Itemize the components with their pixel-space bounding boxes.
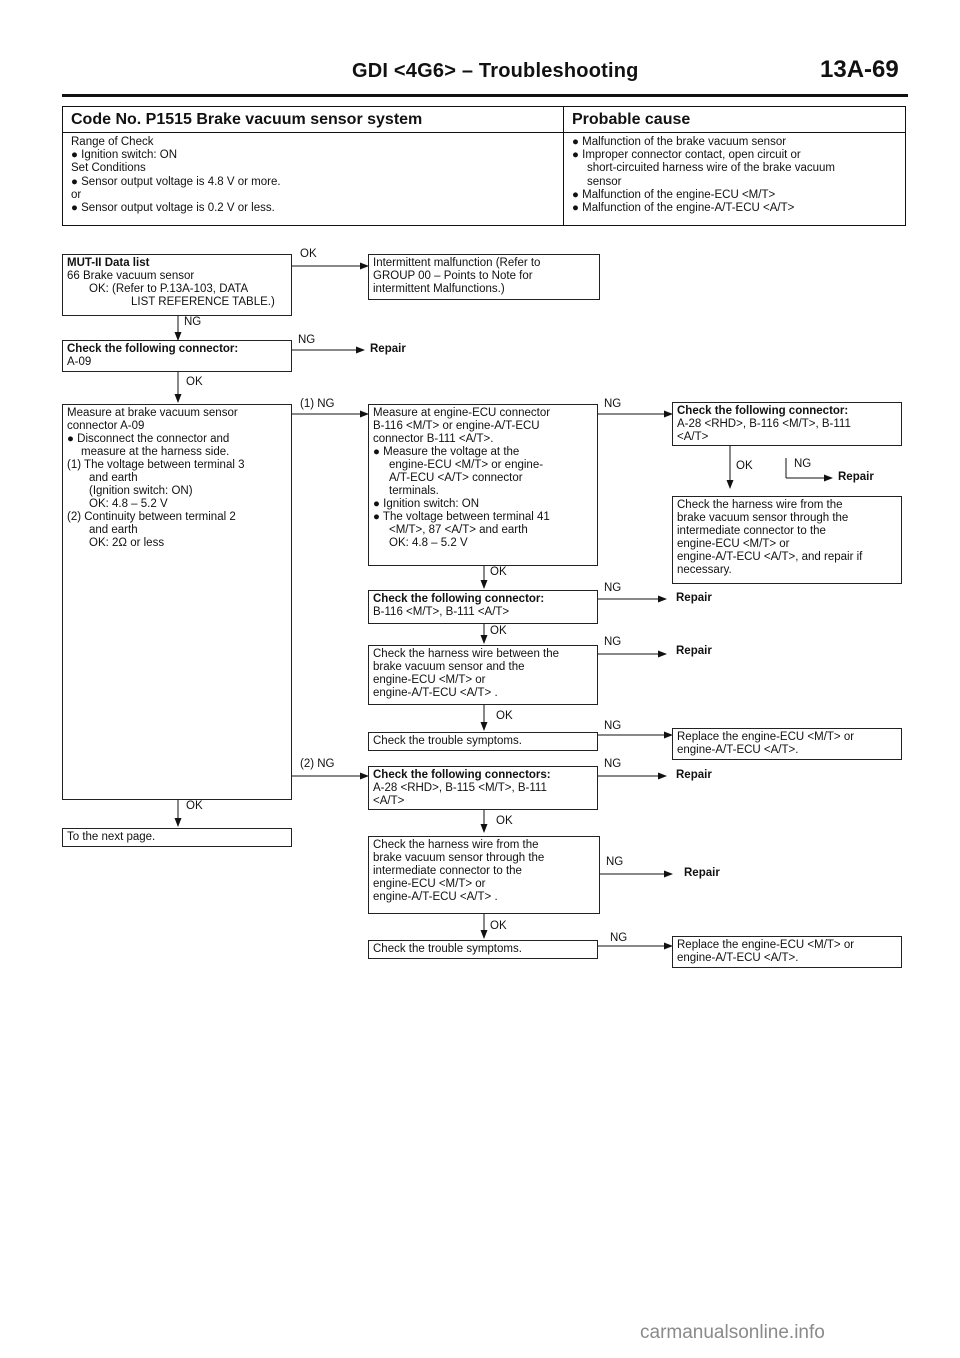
measure-sensor-box — [62, 404, 292, 800]
label-ng: NG — [606, 856, 624, 868]
cause-line: ● Malfunction of the engine-ECU <M/T> — [572, 188, 776, 201]
box-line: Check the following connector: — [677, 405, 849, 417]
box-line: Check the harness wire from the — [677, 499, 843, 511]
label-ng: NG — [604, 758, 622, 770]
box-line: Intermittent malfunction (Refer to — [373, 257, 541, 269]
box-line: <A/T> — [677, 431, 709, 443]
label-ok: OK — [490, 920, 507, 932]
cause-line: ● Improper connector contact, open circuit or — [572, 149, 801, 162]
box-line: Check the following connector: — [373, 593, 545, 605]
box-line: <A/T> — [373, 795, 405, 807]
box-line: engine-A/T-ECU <A/T> . — [373, 687, 498, 699]
box-line: LIST REFERENCE TABLE.) — [131, 296, 275, 308]
repair-b116: Repair — [676, 592, 712, 604]
condition-line: Range of Check — [71, 136, 154, 148]
box-line: To the next page. — [67, 831, 156, 843]
check-a28-box — [672, 402, 902, 446]
label-ok: OK — [186, 800, 203, 812]
repair-a28-2: Repair — [676, 769, 712, 781]
label-ng1: (1) NG — [300, 398, 335, 410]
label-ok: OK — [736, 460, 753, 472]
box-line: GROUP 00 – Points to Note for — [373, 270, 533, 282]
box-line: connector A-09 — [67, 420, 145, 432]
box-line: OK: 2Ω or less — [89, 537, 165, 549]
box-line: Check the trouble symptoms. — [373, 735, 522, 747]
box-line: Check the trouble symptoms. — [373, 943, 522, 955]
cause-line: short-circuited harness wire of the brake vacuum — [587, 162, 835, 175]
trouble-symptoms-box-1 — [368, 732, 598, 751]
label-ok: OK — [490, 625, 507, 637]
label-ng: NG — [184, 316, 202, 328]
box-line: and earth — [89, 524, 138, 536]
repair-a28: Repair — [838, 471, 874, 483]
page-header-title: GDI <4G6> – Troubleshooting — [352, 60, 639, 82]
label-ok: OK — [496, 710, 513, 722]
box-line: A/T-ECU <A/T> connector — [389, 472, 523, 484]
box-line: engine-A/T-ECU <A/T>. — [677, 744, 799, 756]
next-page-box — [62, 828, 292, 847]
box-line: brake vacuum sensor and the — [373, 661, 525, 673]
check-a09-box — [62, 340, 292, 372]
label-ng: NG — [298, 334, 316, 346]
box-line: OK: 4.8 – 5.2 V — [389, 537, 468, 549]
label-ng2: (2) NG — [300, 758, 335, 770]
label-ng: NG — [604, 398, 622, 410]
box-line: OK: (Refer to P.13A-103, DATA — [89, 283, 249, 295]
measure-ecu-box — [368, 404, 598, 566]
trouble-symptoms-box-2 — [368, 940, 598, 959]
box-line: engine-ECU <M/T> or — [373, 674, 486, 686]
label-ng: NG — [604, 582, 622, 594]
check-a28-b115-box — [368, 766, 598, 810]
box-line: intermittent Malfunctions.) — [373, 283, 505, 295]
box-line: (1) The voltage between terminal 3 — [67, 459, 245, 471]
box-line: 66 Brake vacuum sensor — [67, 270, 195, 282]
box-line: brake vacuum sensor through the — [373, 852, 545, 864]
condition-line: Set Conditions — [71, 162, 146, 175]
repair-intermediate-2: Repair — [684, 867, 720, 879]
repair-a09: Repair — [370, 343, 406, 355]
cause-title: Probable cause — [564, 107, 905, 133]
page-number: 13A-69 — [820, 56, 899, 83]
box-line: A-28 <RHD>, B-115 <M/T>, B-111 — [373, 782, 547, 794]
label-ok: OK — [186, 376, 203, 388]
box-line: engine-ECU <M/T> or — [373, 878, 486, 890]
box-line: engine-ECU <M/T> or — [677, 538, 790, 550]
label-ng: NG — [794, 458, 812, 470]
condition-line: ● Ignition switch: ON — [71, 149, 178, 162]
box-line: and earth — [89, 472, 138, 484]
box-line: Replace the engine-ECU <M/T> or — [677, 939, 855, 951]
box-line: engine-A/T-ECU <A/T>. — [677, 952, 799, 964]
box-line: intermediate connector to the — [373, 865, 522, 877]
box-line: ● Disconnect the connector and — [67, 433, 230, 445]
mut-data-list-box — [62, 254, 292, 316]
box-line: A-09 — [67, 356, 92, 368]
box-line: Replace the engine-ECU <M/T> or — [677, 731, 855, 743]
box-line: Check the following connectors: — [373, 769, 551, 781]
condition-line: ● Sensor output voltage is 4.8 V or more. — [71, 175, 281, 188]
label-ng: NG — [610, 932, 628, 944]
box-line: Check the following connector: — [67, 343, 239, 355]
label-ok: OK — [300, 248, 317, 260]
box-line: engine-A/T-ECU <A/T> . — [373, 891, 498, 903]
box-line: brake vacuum sensor through the — [677, 512, 849, 524]
label-ng: NG — [604, 720, 622, 732]
label-ok: OK — [490, 566, 507, 578]
box-line: ● The voltage between terminal 41 — [373, 511, 550, 523]
label-ok: OK — [496, 815, 513, 827]
box-line: measure at the harness side. — [81, 446, 230, 458]
box-line: engine-ECU <M/T> or engine- — [389, 459, 544, 471]
box-line: OK: 4.8 – 5.2 V — [89, 498, 168, 510]
box-line: (2) Continuity between terminal 2 — [67, 511, 236, 523]
box-line: intermediate connector to the — [677, 525, 826, 537]
harness-intermediate-box — [672, 496, 902, 584]
box-line: Measure at engine-ECU connector — [373, 407, 551, 419]
box-line: Check the harness wire between the — [373, 648, 560, 660]
replace-ecu-box-2 — [672, 936, 902, 968]
harness-direct-box — [368, 645, 598, 705]
box-line: Measure at brake vacuum sensor — [67, 407, 238, 419]
box-line: Check the harness wire from the — [373, 839, 539, 851]
box-line: A-28 <RHD>, B-116 <M/T>, B-111 — [677, 418, 851, 430]
box-line: terminals. — [389, 485, 439, 497]
label-ng: NG — [604, 636, 622, 648]
box-line: (Ignition switch: ON) — [89, 485, 193, 497]
replace-ecu-box-1 — [672, 728, 902, 760]
cause-line: sensor — [587, 175, 622, 188]
intermittent-box — [368, 254, 600, 300]
code-title: Code No. P1515 Brake vacuum sensor system — [63, 107, 563, 133]
condition-line: or — [71, 188, 82, 201]
harness-intermediate-box-2 — [368, 836, 600, 914]
box-line: <M/T>, 87 <A/T> and earth — [389, 524, 528, 536]
box-line: connector B-111 <A/T>. — [373, 433, 494, 445]
box-line: ● Measure the voltage at the — [373, 446, 520, 458]
box-line: necessary. — [677, 564, 732, 576]
condition-line: ● Sensor output voltage is 0.2 V or less. — [71, 202, 275, 215]
box-line: B-116 <M/T>, B-111 <A/T> — [373, 606, 510, 618]
box-line: engine-A/T-ECU <A/T>, and repair if — [677, 551, 863, 563]
cause-line: ● Malfunction of the brake vacuum sensor — [572, 136, 787, 148]
cause-line: ● Malfunction of the engine-A/T-ECU <A/T> — [572, 202, 795, 215]
box-line: ● Ignition switch: ON — [373, 498, 480, 510]
box-line: MUT-II Data list — [67, 257, 150, 269]
repair-direct: Repair — [676, 645, 712, 657]
check-b116-box — [368, 590, 598, 624]
watermark: carmanualsonline.info — [640, 1322, 825, 1343]
box-line: B-116 <M/T> or engine-A/T-ECU — [373, 420, 540, 432]
